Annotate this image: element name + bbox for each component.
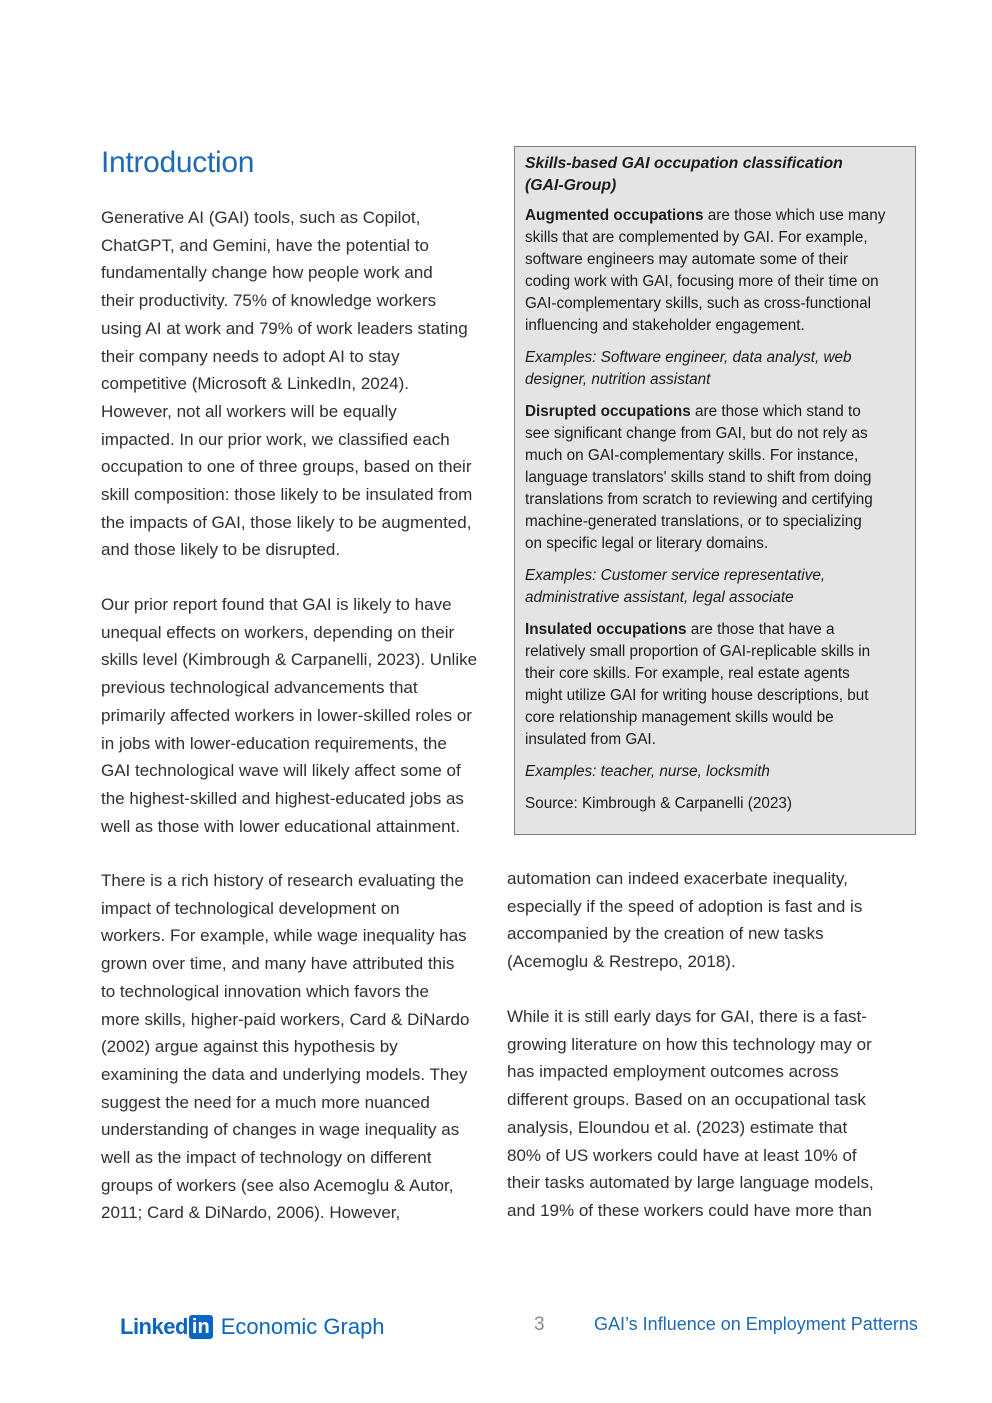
- footer-document-title: GAI’s Influence on Employment Patterns: [594, 1314, 918, 1334]
- text-line: especially if the speed of adoption is fast and is: [507, 896, 863, 916]
- text-line: skill composition: those likely to be insulated from: [101, 485, 473, 505]
- text-line: skills level (Kimbrough & Carpanelli, 2023). Unlike: [101, 650, 478, 670]
- disrupted-term: Disrupted occupations: [525, 403, 691, 420]
- callout-line: on specific legal or literary domains.: [525, 535, 769, 552]
- disrupted-examples: [525, 565, 907, 609]
- insulated-term: Insulated occupations: [525, 621, 687, 638]
- text-line: different groups. Based on an occupational task: [507, 1090, 866, 1110]
- text-line: workers. For example, while wage inequality has: [101, 926, 467, 946]
- classification-callout-box: [514, 146, 916, 835]
- intro-paragraph-4: [507, 865, 862, 976]
- text-line: Generative AI (GAI) tools, such as Copilot,: [101, 208, 421, 227]
- augmented-term: Augmented occupations: [525, 207, 704, 224]
- text-line: However, not all workers will be equally: [101, 401, 397, 421]
- callout-line: coding work with GAI, focusing more of their time on: [525, 273, 879, 290]
- text-line: and those likely to be disrupted.: [101, 540, 341, 560]
- text-line: their productivity. 75% of knowledge workers: [101, 291, 437, 311]
- text-line: competitive (Microsoft & LinkedIn, 2024).: [101, 374, 410, 394]
- text-line: GAI technological wave will likely affect some of: [101, 761, 461, 781]
- callout-line: insulated from GAI.: [525, 731, 656, 748]
- callout-line: influencing and stakeholder engagement.: [525, 317, 805, 334]
- callout-line: language translators' skills stand to shift from doing: [525, 469, 872, 486]
- text-line: (2002) argue against this hypothesis by: [101, 1037, 398, 1057]
- callout-line: GAI-complementary skills, such as cross-functional: [525, 295, 871, 312]
- callout-example-line: Examples: teacher, nurse, locksmith: [525, 763, 770, 780]
- callout-example-line: Examples: Customer service representative,: [525, 567, 826, 584]
- page-number: 3: [534, 1314, 545, 1335]
- text-line: well as the impact of technology on different: [101, 1148, 432, 1168]
- callout-heading: Skills-based GAI occupation classification (GAI-Group): [525, 155, 843, 194]
- augmented-examples: [525, 347, 907, 391]
- callout-line: core relationship management skills would be: [525, 709, 834, 726]
- text-line: While it is still early days for GAI, there is a fast-: [507, 1007, 867, 1026]
- callout-line: see significant change from GAI, but do not rely as: [525, 425, 868, 442]
- text-line: the highest-skilled and highest-educated jobs as: [101, 788, 464, 808]
- callout-line: their core skills. For example, real estate agents: [525, 665, 850, 682]
- intro-paragraph-5: [507, 1003, 874, 1225]
- text-line: growing literature on how this technology may or: [507, 1034, 872, 1054]
- text-line: 2011; Card & DiNardo, 2006). However,: [101, 1203, 401, 1223]
- text-line: more skills, higher-paid workers, Card & DiNardo: [101, 1009, 470, 1029]
- text-line: fundamentally change how people work and: [101, 263, 433, 283]
- text-line: There is a rich history of research evaluating the: [101, 871, 464, 890]
- linkedin-in-icon: in: [189, 1315, 213, 1339]
- text-line: and 19% of these workers could have more than: [507, 1200, 872, 1220]
- text-line: using AI at work and 79% of work leaders stating: [101, 318, 468, 338]
- callout-line: skills that are complemented by GAI. For example,: [525, 229, 868, 246]
- text-line: has impacted employment outcomes across: [507, 1062, 839, 1082]
- callout-line: much on GAI-complementary skills. For instance,: [525, 447, 859, 464]
- text-line: understanding of changes in wage inequality as: [101, 1120, 460, 1140]
- text-line: unequal effects on workers, depending on their: [101, 622, 455, 642]
- text-line: in jobs with lower-education requirements, the: [101, 733, 447, 753]
- text-line: 80% of US workers could have at least 10% of: [507, 1145, 857, 1165]
- text-line: primarily affected workers in lower-skilled roles or: [101, 705, 472, 725]
- callout-example-line: designer, nutrition assistant: [525, 371, 711, 388]
- text-line: groups of workers (see also Acemoglu & Autor,: [101, 1175, 454, 1195]
- intro-paragraph-2: [101, 591, 477, 840]
- insulated-definition: Insulated occupations are those that have a relatively small proportion of GAI-replicable skills in their core skills. For example, real estate agents might utilize GAI for writing house descriptions, but core relationship management skills would be insulated from GAI.: [525, 619, 907, 751]
- text-line: automation can indeed exacerbate inequality,: [507, 869, 848, 888]
- callout-example-line: administrative assistant, legal associate: [525, 589, 794, 606]
- text-line: (Acemoglu & Restrepo, 2018).: [507, 952, 736, 972]
- text-line: well as those with lower educational attainment.: [101, 816, 461, 836]
- text-line: Our prior report found that GAI is likely to have: [101, 595, 452, 614]
- text-line: analysis, Eloundou et al. (2023) estimate that: [507, 1117, 848, 1137]
- text-line: grown over time, and many have attributed this: [101, 954, 455, 974]
- augmented-definition: Augmented occupations are those which use many skills that are complemented by GAI. For example, software engineers may automate some of their coding work with GAI, focusing more of their time on GAI-complementary skills, such as cross-functional influencing and stakeholder engagement.: [525, 205, 907, 337]
- callout-line: might utilize GAI for writing house descriptions, but: [525, 687, 869, 704]
- text-line: previous technological advancements that: [101, 678, 418, 698]
- text-line: their tasks automated by large language models,: [507, 1173, 874, 1193]
- text-line: to technological innovation which favors the: [101, 981, 429, 1001]
- callout-line: software engineers may automate some of their: [525, 251, 849, 268]
- text-line: suggest the need for a much more nuanced: [101, 1092, 430, 1112]
- text-line: impact of technological development on: [101, 898, 400, 918]
- callout-line: translations from scratch to reviewing and certifying: [525, 491, 873, 508]
- text-line: examining the data and underlying models. They: [101, 1064, 468, 1084]
- text-line: accompanied by the creation of new tasks: [507, 924, 824, 944]
- intro-paragraph-3: [101, 867, 469, 1227]
- text-line: occupation to one of three groups, based on their: [101, 457, 472, 477]
- intro-paragraph-1: [101, 204, 472, 564]
- callout-source: Source: Kimbrough & Carpanelli (2023): [525, 795, 792, 812]
- callout-line: machine-generated translations, or to specializing: [525, 513, 862, 530]
- callout-line: relatively small proportion of GAI-replicable skills in: [525, 643, 871, 660]
- disrupted-definition: Disrupted occupations are those which stand to see significant change from GAI, but do not rely as much on GAI-complementary skills. For instance, language translators' skills stand to shift from doing translations from scratch to reviewing and certifying machine-generated translations, or to specializing on specific legal or literary domains.: [525, 401, 907, 555]
- linkedin-economic-graph-logo: Linked in Economic Graph: [120, 1314, 385, 1339]
- text-line: the impacts of GAI, those likely to be augmented,: [101, 512, 472, 532]
- insulated-examples: [525, 761, 907, 783]
- callout-example-line: Examples: Software engineer, data analyst, web: [525, 349, 852, 366]
- text-line: impacted. In our prior work, we classified each: [101, 429, 450, 449]
- text-line: ChatGPT, and Gemini, have the potential to: [101, 235, 429, 255]
- text-line: their company needs to adopt AI to stay: [101, 346, 400, 366]
- section-title: Introduction: [101, 146, 255, 179]
